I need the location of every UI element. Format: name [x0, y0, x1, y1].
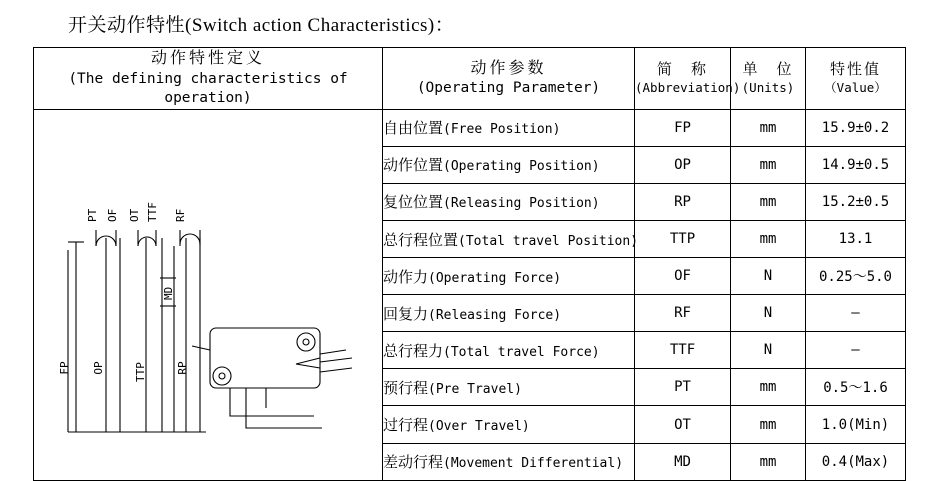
- unit-cell: mm: [731, 109, 806, 146]
- parameter-name-en: (Pre Travel): [428, 381, 522, 397]
- page-title: 开关动作特性(Switch action Characteristics)：: [68, 15, 455, 36]
- unit-cell: mm: [731, 221, 806, 258]
- header-abbreviation-en: (Abbreviation): [635, 80, 741, 96]
- value-cell: —: [806, 332, 906, 369]
- header-parameter: [383, 48, 635, 110]
- value-cell: 0.5～1.6: [806, 369, 906, 406]
- table-row: [34, 109, 906, 146]
- parameter-cell: [383, 109, 635, 146]
- abbreviation-cell: FP: [635, 109, 731, 146]
- switch-characteristics-table: [33, 47, 906, 481]
- header-definition-cn: 动作特性定义: [150, 50, 265, 67]
- diagram-label-rp: RP: [176, 361, 189, 375]
- parameter-name-cn: 复位位置: [383, 195, 444, 212]
- parameter-name-en: (Releasing Position): [443, 196, 600, 212]
- abbreviation-cell: RP: [635, 183, 731, 220]
- diagram-label-ttp: TTP: [134, 361, 147, 382]
- parameter-name-en: (Free Position): [443, 122, 561, 138]
- abbreviation-cell: OT: [635, 406, 731, 443]
- diagram-label-md: MD: [162, 286, 175, 300]
- unit-cell: N: [731, 295, 806, 332]
- header-parameter-en: (Operating Parameter): [416, 80, 601, 97]
- parameter-name-en: (Total travel Position): [458, 233, 639, 249]
- abbreviation-cell: MD: [635, 443, 731, 480]
- diagram-label-rf: RF: [174, 208, 187, 222]
- parameter-name-cn: 过行程: [383, 418, 429, 435]
- value-cell: 15.9±0.2: [806, 109, 906, 146]
- unit-cell: mm: [731, 369, 806, 406]
- unit-cell: N: [731, 332, 806, 369]
- header-units-cn: 单 位: [742, 61, 794, 78]
- header-value-cn: 特性值: [829, 61, 881, 78]
- parameter-cell: [383, 146, 635, 183]
- abbreviation-cell: TTF: [635, 332, 731, 369]
- value-cell: 1.0(Min): [806, 406, 906, 443]
- parameter-cell: [383, 443, 635, 480]
- unit-cell: mm: [731, 443, 806, 480]
- parameter-name-cn: 动作位置: [383, 158, 444, 175]
- diagram-label-ot: OT: [128, 208, 141, 222]
- unit-cell: mm: [731, 146, 806, 183]
- parameter-name-en: (Operating Position): [443, 159, 600, 175]
- abbreviation-cell: TTP: [635, 221, 731, 258]
- header-abbreviation: [635, 48, 741, 110]
- switch-diagram-cell: [34, 109, 383, 480]
- switch-diagram: [34, 110, 382, 480]
- parameter-name-en: (Operating Force): [428, 270, 562, 286]
- diagram-label-fp: FP: [58, 361, 71, 375]
- table-header-row: [34, 48, 906, 110]
- header-units-en: (Units): [741, 80, 795, 96]
- value-cell: 13.1: [806, 221, 906, 258]
- parameter-name-en: (Releasing Force): [428, 307, 562, 323]
- parameter-cell: [383, 369, 635, 406]
- unit-cell: mm: [731, 406, 806, 443]
- abbreviation-cell: OP: [635, 146, 731, 183]
- header-abbreviation-cn: 简 称: [656, 61, 708, 78]
- parameter-name-cn: 差动行程: [383, 455, 444, 472]
- diagram-label-pt: PT: [86, 208, 99, 222]
- abbreviation-cell: RF: [635, 295, 731, 332]
- parameter-name-cn: 总行程力: [383, 343, 444, 360]
- value-cell: 15.2±0.5: [806, 183, 906, 220]
- value-cell: 0.25～5.0: [806, 258, 906, 295]
- value-cell: 0.4(Max): [806, 443, 906, 480]
- parameter-cell: [383, 221, 639, 258]
- header-definition: [34, 48, 383, 110]
- parameter-name-en: (Total travel Force): [443, 344, 600, 360]
- diagram-label-op: OP: [92, 361, 105, 375]
- parameter-name-cn: 动作力: [383, 269, 429, 286]
- parameter-cell: [383, 332, 635, 369]
- unit-cell: N: [731, 258, 806, 295]
- parameter-name-en: (Over Travel): [428, 419, 530, 435]
- diagram-label-ttf: TTF: [146, 201, 159, 222]
- header-units: [731, 48, 806, 110]
- parameter-name-cn: 自由位置: [383, 121, 444, 138]
- parameter-cell: [383, 406, 635, 443]
- parameter-name-en: (Movement Differential): [443, 456, 624, 472]
- value-cell: —: [806, 295, 906, 332]
- header-parameter-cn: 动作参数: [470, 59, 547, 77]
- parameter-name-cn: 总行程位置: [383, 232, 459, 249]
- abbreviation-cell: PT: [635, 369, 731, 406]
- parameter-name-cn: 预行程: [383, 380, 429, 397]
- header-value: [806, 48, 906, 110]
- parameter-cell: [383, 295, 635, 332]
- parameter-cell: [383, 183, 635, 220]
- abbreviation-cell: OF: [635, 258, 731, 295]
- diagram-label-of: OF: [106, 208, 119, 222]
- parameter-name-cn: 回复力: [383, 306, 429, 323]
- value-cell: 14.9±0.5: [806, 146, 906, 183]
- parameter-cell: [383, 258, 635, 295]
- header-definition-en: (The defining characteristics of operation): [68, 70, 348, 107]
- unit-cell: mm: [731, 183, 806, 220]
- header-value-en: （Value）: [824, 80, 887, 96]
